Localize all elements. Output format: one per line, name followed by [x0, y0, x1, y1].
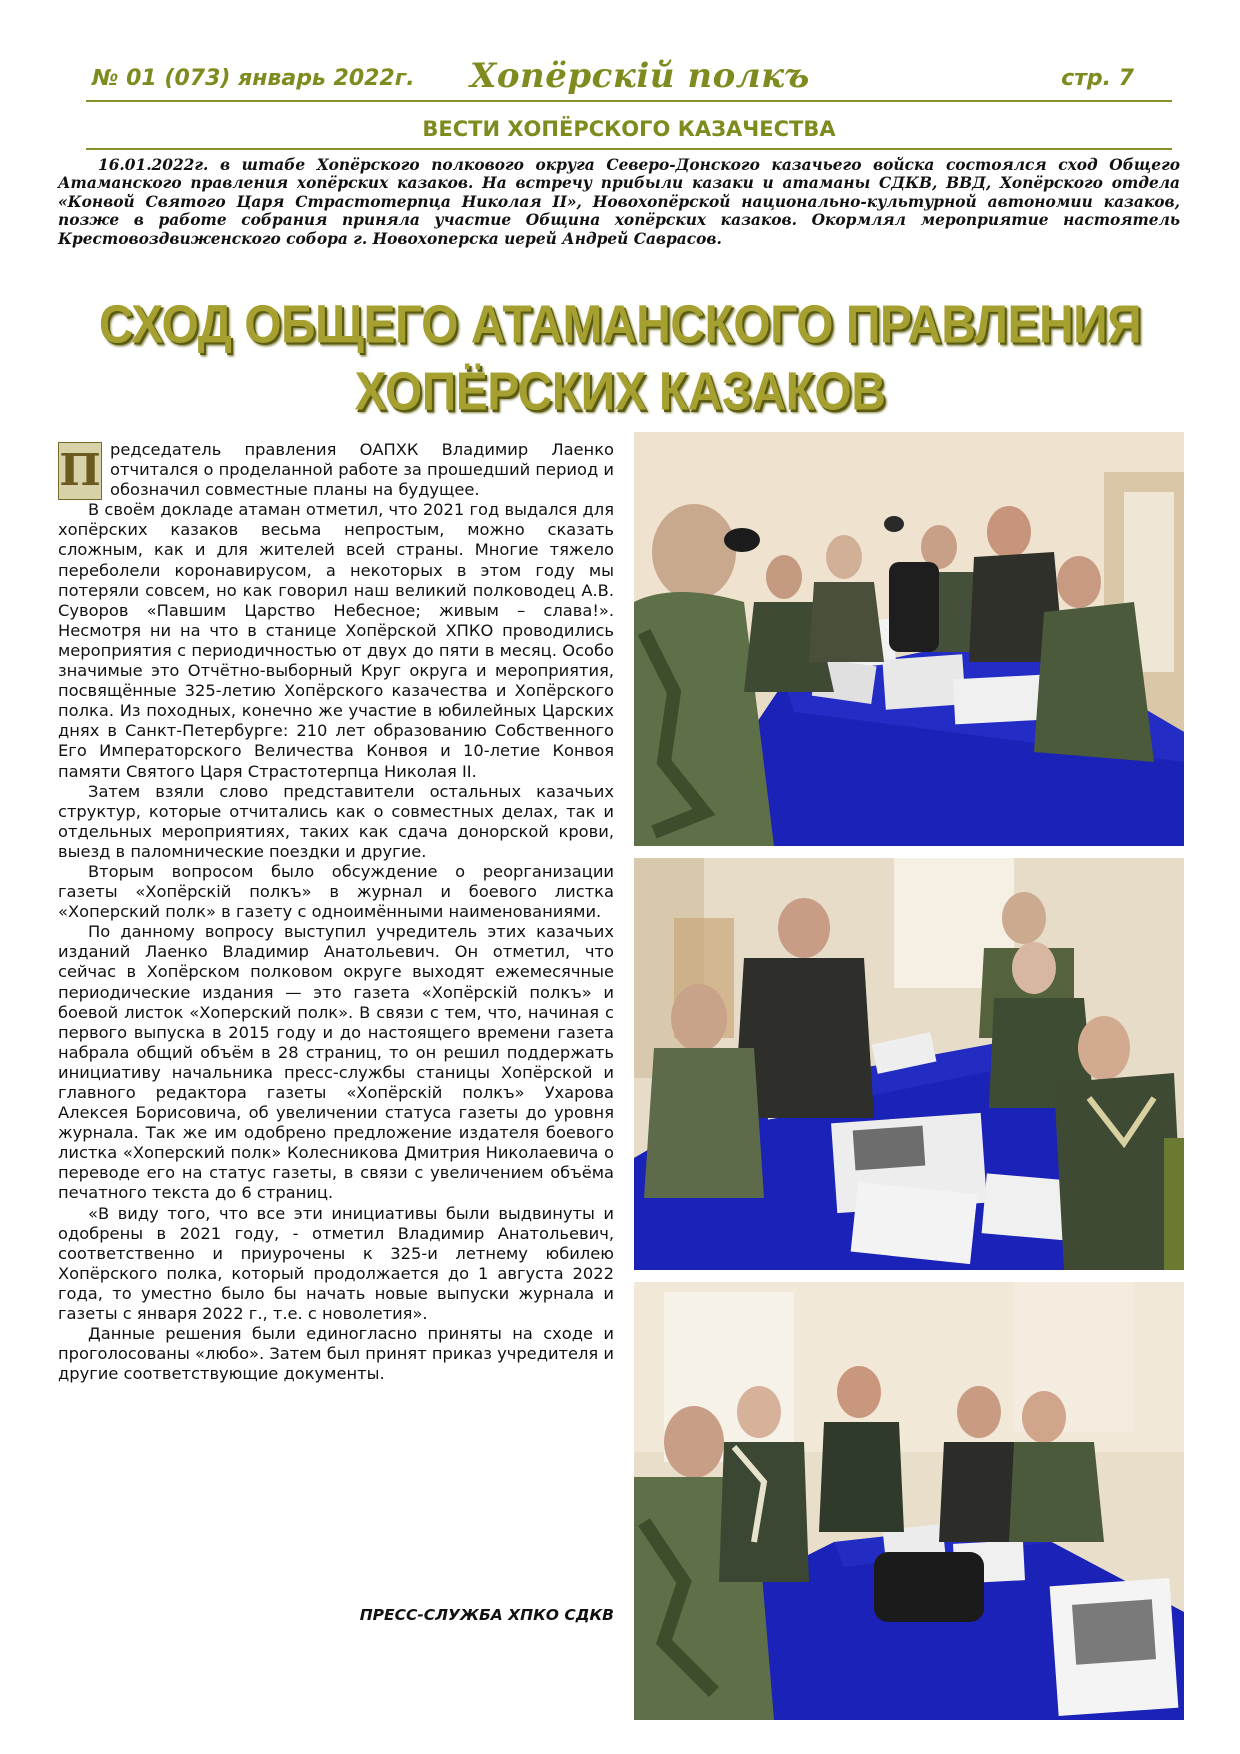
article-paragraph-1 [58, 440, 614, 500]
dropcap-letter: П [59, 445, 101, 496]
newspaper-title: Хопёрскiй полкъ [470, 56, 810, 96]
dropcap-ornament [58, 442, 102, 500]
article-headline [40, 292, 1200, 426]
meeting-photo-3 [634, 1282, 1184, 1720]
meeting-photo-2-image [634, 858, 1184, 1270]
article-paragraph-7: Данные решения были единогласно приняты на сходе и проголосованы «любо». Затем был принят приказ учредителя и другие соответствующие документы. [58, 1324, 614, 1384]
article-paragraph-4: Вторым вопросом было обсуждение о реорганизации газеты «Хопёрскiй полкъ» в журнал и боевого листка «Хоперский полк» в газету с одноимёнными наименованиями. [58, 861, 614, 922]
issue-number: № 01 (073) январь 2022г. [92, 66, 415, 91]
meeting-photo-3-image [634, 1282, 1184, 1720]
article-paragraph-6: «В виду того, что все эти инициативы были выдвинуты и одобрены в 2021 году, - отметил Владимир Анатольевич, соответственно и приурочены к 325-и летнему юбилею Хопёрского полка, который продолжается до 1 августа 2022 года, то уместно было бы начать новые выпуски журнала и газеты с января 2022 г., т.е. с новолетия». [58, 1203, 614, 1324]
page-number: стр. 7 [1061, 66, 1134, 91]
headline-line-2: ХОПЁРСКИХ КАЗАКОВ [354, 362, 886, 422]
lead-paragraph: 16.01.2022г. в штабе Хопёрского полкового округа Северо-Донского казачьего войска состоялся сход Общего Атаманского правления хопёрских казаков. На встречу прибыли казаки и атаманы СДКВ, ВВД, Хопёрского отдела «Конвой Святого Царя Страстотерпца Николая II», Новохопёрской национально-культурной автономии казаков, позже в работе собрания приняла участие Община хопёрских казаков. Окормлял мероприятие настоятель Крестовоздвиженского собора г. Новохоперска иерей Андрей Саврасов. [58, 156, 1180, 248]
meeting-photo-1-image [634, 432, 1184, 846]
press-service-signature: ПРЕСС-СЛУЖБА ХПКО СДКВ [359, 1606, 614, 1624]
article-paragraph-1-text: редседатель правления ОАПХК Владимир Лаенко отчитался о проделанной работе за прошедший период и обозначил совместные планы на будущее. [110, 440, 614, 500]
article-paragraph-5: По данному вопросу выступил учредитель этих казачьих изданий Лаенко Владимир Анатольевич. Он отметил, что сейчас в Хопёрском полковом округе выходят ежемесячные периодические издания — это газета «Хопёрскiй полкъ» и боевой листок «Хоперский полк». В связи с тем, что, начиная с первого выпуска в 2015 году и до настоящего времени газета набрала общий объём в 28 страниц, то он решил поддержать инициативу начальника пресс-службы станицы Хопёрской и главного редактора газеты «Хопёрскiй полкъ» Ухарова Алексея Борисовича, об увеличении статуса газеты до уровня журнала. Так же им одобрено предложение издателя боевого листка «Хоперский полк» Колесникова Дмитрия Николаевича о переводе его на статус газеты, в связи с увеличением объёма печатного текста до 6 страниц. [58, 922, 614, 1203]
article-body [58, 440, 614, 1384]
headline-line-1: СХОД ОБЩЕГО АТАМАНСКОГО ПРАВЛЕНИЯ [98, 295, 1142, 355]
article-paragraph-2: В своём докладе атаман отметил, что 2021 год выдался для хопёрских казаков весьма непростым, можно сказать сложным, как и для жителей всей страны. Многие тяжело переболели коронавирусом, а некоторых в этом году мы потеряли совсем, но как говорил наш великий полководец А.В. Суворов «Павшим Царство Небесное; живым – слава!». Несмотря ни на что в станице Хопёрской ХПКО проводились мероприятия с периодичностью от двух до пяти в месяц. Особо значимые это Отчётно-выборный Круг округа и мероприятия, посвящённые 325-летию Хопёрского казачества и Хопёрского полка. Из походных, конечно же участие в юбилейных Царских днях в Санкт-Петербурге: 210 лет образованию Собственного Его Императорского Величества Конвоя и 10-летие Конвоя памяти Святого Царя Страстотерпца Николая II. [58, 500, 614, 781]
meeting-photo-2 [634, 858, 1184, 1270]
page-header [86, 56, 1172, 102]
article-paragraph-3: Затем взяли слово представители остальных казачьих структур, которые отчитались как о совместных делах, так и отдельных мероприятиях, таких как сдача донорской крови, выезд в паломнические поездки и другие. [58, 781, 614, 861]
meeting-photo-1 [634, 432, 1184, 846]
section-title: ВЕСТИ ХОПЁРСКОГО КАЗАЧЕСТВА [86, 110, 1172, 150]
